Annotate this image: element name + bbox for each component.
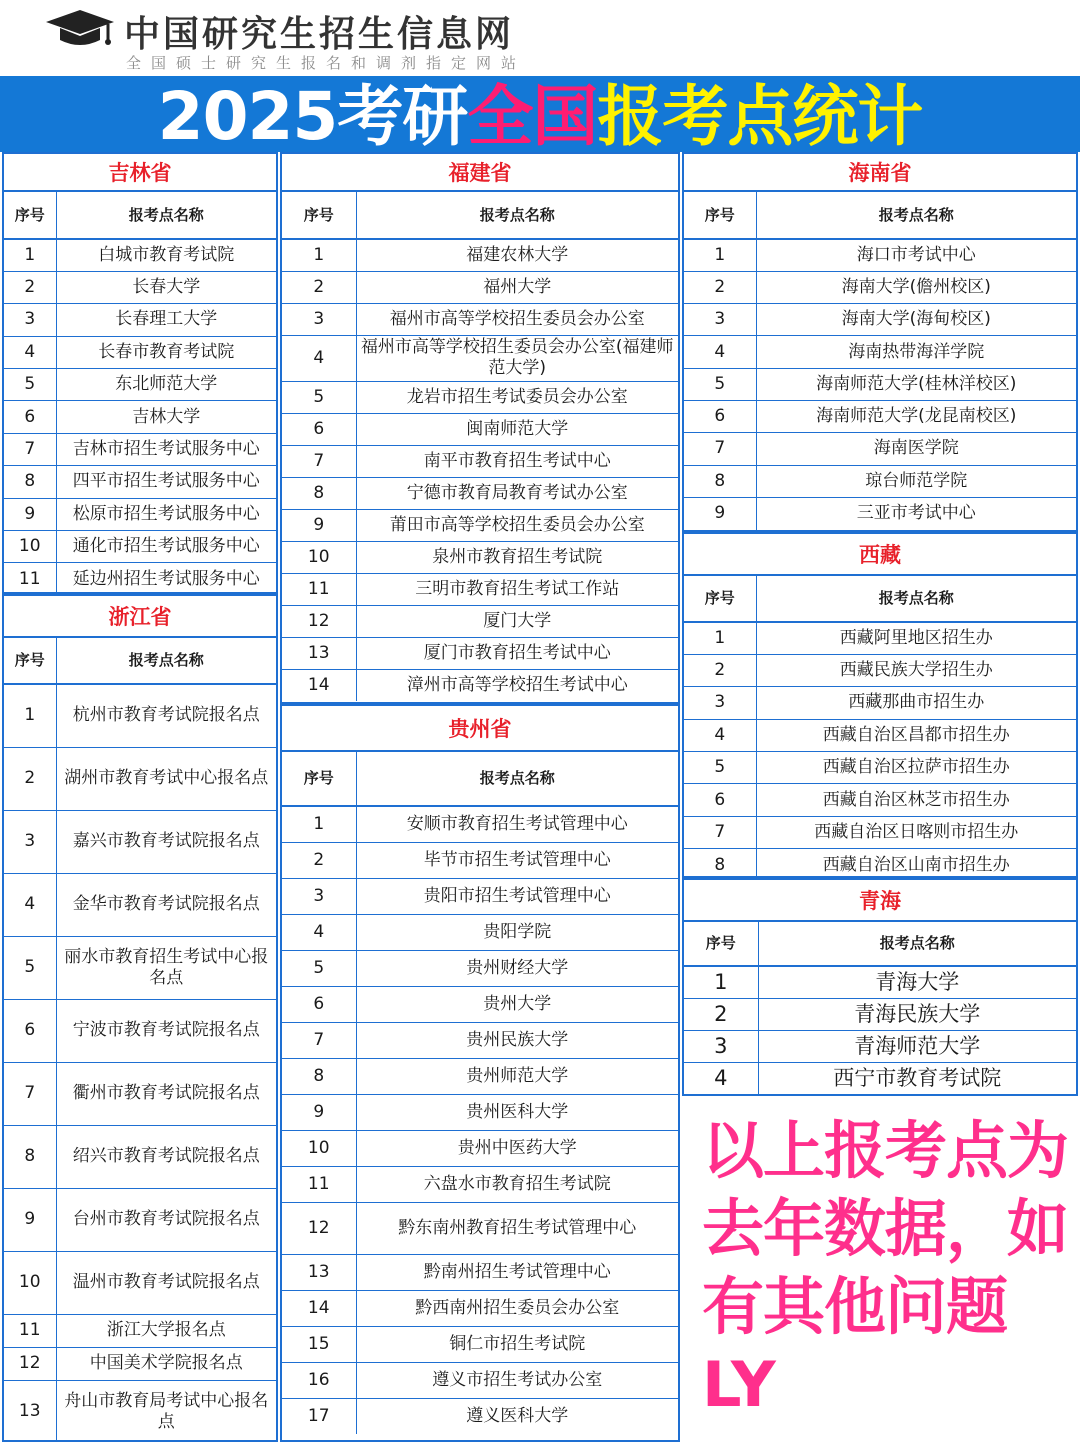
exam-site-name: 海南大学(儋州校区) <box>756 271 1076 303</box>
table-row <box>282 914 678 950</box>
table-row <box>4 466 276 498</box>
row-number: 14 <box>282 669 356 701</box>
exam-site-name: 青海师范大学 <box>758 1030 1076 1062</box>
row-number: 12 <box>4 1347 56 1380</box>
exam-site-table <box>684 922 1076 1094</box>
exam-site-table <box>4 192 276 594</box>
row-number: 7 <box>684 433 756 465</box>
table-header-row <box>282 752 678 806</box>
table-row <box>684 849 1076 878</box>
exam-site-name: 杭州市教育考试院报名点 <box>56 684 276 747</box>
table-row <box>684 239 1076 271</box>
table-row <box>684 816 1076 848</box>
row-number: 3 <box>684 687 756 719</box>
table-row <box>282 842 678 878</box>
exam-site-name: 西藏民族大学招生办 <box>756 654 1076 686</box>
row-number: 13 <box>282 1254 356 1290</box>
exam-site-name: 西藏自治区山南市招生办 <box>822 854 1010 875</box>
table-row <box>282 271 678 303</box>
column-header-name: 报考点名称 <box>56 192 276 239</box>
exam-site-name: 宁波市教育考试院报名点 <box>56 999 276 1062</box>
table-row <box>684 1062 1076 1094</box>
table-row <box>4 401 276 433</box>
exam-site-name: 长春理工大学 <box>56 304 276 336</box>
exam-site-name: 丽水市教育招生考试中心报名点 <box>56 936 276 999</box>
province-title: 贵州省 <box>282 706 678 752</box>
row-number: 2 <box>282 271 356 303</box>
column-header-seq: 序号 <box>684 192 756 239</box>
row-number: 15 <box>282 1326 356 1362</box>
exam-site-name: 吉林大学 <box>56 401 276 433</box>
table-row <box>282 1058 678 1094</box>
exam-site-name: 贵阳学院 <box>356 914 678 950</box>
exam-site-name: 西藏自治区林芝市招生办 <box>756 784 1076 816</box>
exam-site-name: 南平市教育招生考试中心 <box>356 445 678 477</box>
exam-site-name: 中国美术学院报名点 <box>56 1347 276 1380</box>
row-number: 14 <box>282 1290 356 1326</box>
exam-site-table <box>282 752 678 1434</box>
table-row <box>282 1130 678 1166</box>
table-row <box>684 998 1076 1030</box>
row-number: 17 <box>282 1398 356 1434</box>
row-number: 6 <box>4 999 56 1062</box>
province-panel-guizhou <box>280 704 680 1442</box>
exam-site-name: 贵州财经大学 <box>356 950 678 986</box>
table-header-row <box>684 922 1076 966</box>
exam-site-name: 衢州市教育考试院报名点 <box>56 1062 276 1125</box>
row-number: 2 <box>684 654 756 686</box>
province-title: 福建省 <box>282 154 678 192</box>
column-header-name: 报考点名称 <box>756 576 1076 622</box>
exam-site-name: 三明市教育招生考试工作站 <box>356 573 678 605</box>
exam-site-name: 宁德市教育局教育考试办公室 <box>356 477 678 509</box>
row-number: 13 <box>282 637 356 669</box>
exam-site-name: 厦门大学 <box>356 605 678 637</box>
table-row <box>4 1347 276 1380</box>
table-row <box>282 1254 678 1290</box>
province-panel-jilin <box>2 152 278 594</box>
row-number: 7 <box>282 1022 356 1058</box>
site-name: 中国研究生招生信息网 <box>124 14 515 55</box>
row-number: 5 <box>282 381 356 413</box>
exam-site-name: 长春大学 <box>56 271 276 303</box>
row-number: 7 <box>684 816 756 848</box>
exam-site-name: 海南师范大学(桂林洋校区) <box>756 368 1076 400</box>
exam-site-name: 松原市招生考试服务中心 <box>56 498 276 530</box>
row-number: 1 <box>4 684 56 747</box>
table-row <box>282 573 678 605</box>
province-title: 浙江省 <box>4 596 276 638</box>
row-number: 1 <box>684 622 756 654</box>
row-number: 8 <box>282 477 356 509</box>
site-header <box>0 0 1080 76</box>
table-row <box>4 271 276 303</box>
row-number: 2 <box>282 842 356 878</box>
exam-site-name: 西藏那曲市招生办 <box>756 687 1076 719</box>
table-row <box>684 719 1076 751</box>
row-number: 4 <box>684 336 756 368</box>
table-row <box>4 498 276 530</box>
exam-site-name: 福州大学 <box>356 271 678 303</box>
table-row <box>4 304 276 336</box>
row-number: 3 <box>282 303 356 335</box>
row-number: 5 <box>4 936 56 999</box>
exam-site-name: 莆田市高等学校招生委员会办公室 <box>356 509 678 541</box>
row-number: 5 <box>684 368 756 400</box>
exam-site-name: 绍兴市教育考试院报名点 <box>56 1125 276 1188</box>
exam-site-name: 海南大学(海甸校区) <box>756 304 1076 336</box>
row-number: 2 <box>684 271 756 303</box>
row-number: 4 <box>282 914 356 950</box>
table-row <box>282 1326 678 1362</box>
table-row <box>282 806 678 842</box>
exam-site-name: 贵州中医药大学 <box>356 1130 678 1166</box>
row-number: 7 <box>4 433 56 465</box>
table-row <box>684 784 1076 816</box>
row-number: 11 <box>282 573 356 605</box>
table-row <box>684 654 1076 686</box>
row-number: 5 <box>4 369 56 401</box>
table-row <box>282 669 678 701</box>
site-subtitle: 全国硕士研究生报名和调剂指定网站 <box>126 54 527 72</box>
table-row <box>282 1362 678 1398</box>
row-number: 7 <box>4 1062 56 1125</box>
exam-site-name: 东北师范大学 <box>56 369 276 401</box>
exam-site-name: 闽南师范大学 <box>356 413 678 445</box>
table-row <box>4 936 276 999</box>
column-header-seq: 序号 <box>684 922 758 966</box>
column-header-name: 报考点名称 <box>756 192 1076 239</box>
row-number: 3 <box>684 304 756 336</box>
table-row <box>684 271 1076 303</box>
row-number: 12 <box>282 605 356 637</box>
exam-site-name: 金华市教育考试院报名点 <box>56 873 276 936</box>
province-panel-zhejiang <box>2 594 278 1442</box>
row-number: 11 <box>4 563 56 594</box>
row-number: 16 <box>282 1362 356 1398</box>
table-row <box>282 1166 678 1202</box>
row-number: 10 <box>282 1130 356 1166</box>
table-row <box>282 1398 678 1434</box>
exam-site-name: 西宁市教育考试院 <box>833 1065 1002 1090</box>
table-row <box>4 1062 276 1125</box>
table-row <box>282 950 678 986</box>
exam-site-name: 福州市高等学校招生委员会办公室(福建师范大学) <box>356 335 678 381</box>
row-number: 3 <box>684 1030 758 1062</box>
table-row <box>684 400 1076 432</box>
table-row <box>4 369 276 401</box>
exam-site-name: 延边州招生考试服务中心 <box>72 568 260 589</box>
exam-site-name: 贵阳市招生考试管理中心 <box>356 878 678 914</box>
exam-site-name: 海口市考试中心 <box>756 239 1076 271</box>
row-number: 6 <box>282 986 356 1022</box>
table-header-row <box>282 192 678 239</box>
column-header-seq: 序号 <box>282 192 356 239</box>
row-number: 9 <box>4 1188 56 1251</box>
row-number: 10 <box>4 531 56 563</box>
table-row <box>282 445 678 477</box>
exam-site-name: 青海大学 <box>758 966 1076 998</box>
page-title-banner <box>0 76 1080 152</box>
table-row <box>684 433 1076 465</box>
row-number: 4 <box>4 336 56 368</box>
exam-site-name: 西藏自治区日喀则市招生办 <box>756 816 1076 848</box>
exam-site-name: 三亚市考试中心 <box>856 503 976 524</box>
row-number: 5 <box>684 752 756 784</box>
row-number: 11 <box>282 1166 356 1202</box>
row-number: 1 <box>684 966 758 998</box>
graduation-cap-icon <box>44 8 116 48</box>
exam-site-table <box>282 192 678 701</box>
column-header-seq: 序号 <box>4 638 56 684</box>
exam-site-name: 吉林市招生考试服务中心 <box>56 433 276 465</box>
province-panel-xizang <box>682 532 1078 878</box>
table-row <box>4 563 276 594</box>
table-row <box>282 1022 678 1058</box>
province-title: 吉林省 <box>4 154 276 192</box>
table-row <box>282 986 678 1022</box>
table-row <box>4 1314 276 1347</box>
table-row <box>282 605 678 637</box>
table-row <box>684 687 1076 719</box>
row-number: 10 <box>282 541 356 573</box>
table-row <box>4 239 276 271</box>
row-number: 3 <box>282 878 356 914</box>
exam-site-name: 浙江大学报名点 <box>56 1314 276 1347</box>
table-row <box>282 541 678 573</box>
banner-part-year: 2025考研 <box>157 78 468 152</box>
row-number: 8 <box>684 849 756 878</box>
table-row <box>4 999 276 1062</box>
exam-site-name: 白城市教育考试院 <box>56 239 276 271</box>
column-header-seq: 序号 <box>4 192 56 239</box>
exam-site-name: 黔东南州教育招生考试管理中心 <box>356 1202 678 1254</box>
exam-site-name: 西藏自治区拉萨市招生办 <box>756 752 1076 784</box>
column-header-name: 报考点名称 <box>356 752 678 806</box>
table-row <box>4 531 276 563</box>
exam-site-table <box>684 192 1076 530</box>
row-number: 2 <box>4 271 56 303</box>
row-number: 6 <box>684 400 756 432</box>
exam-site-name: 贵州医科大学 <box>356 1094 678 1130</box>
exam-site-name: 四平市招生考试服务中心 <box>56 466 276 498</box>
exam-site-name: 海南师范大学(龙昆南校区) <box>756 400 1076 432</box>
exam-site-name: 舟山市教育局考试中心报名点 <box>64 1390 269 1432</box>
province-panel-qinghai <box>682 878 1078 1096</box>
table-row <box>4 1251 276 1314</box>
table-row <box>4 1125 276 1188</box>
exam-site-name: 六盘水市教育招生考试院 <box>356 1166 678 1202</box>
row-number: 6 <box>4 401 56 433</box>
row-number: 3 <box>4 304 56 336</box>
exam-site-name: 西藏阿里地区招生办 <box>756 622 1076 654</box>
row-number: 1 <box>4 239 56 271</box>
exam-site-name: 琼台师范学院 <box>756 465 1076 497</box>
exam-site-name: 通化市招生考试服务中心 <box>56 531 276 563</box>
exam-site-name: 龙岩市招生考试委员会办公室 <box>356 381 678 413</box>
table-header-row <box>684 576 1076 622</box>
table-header-row <box>4 192 276 239</box>
banner-part-national: 全国 <box>467 78 598 152</box>
province-title: 青海 <box>684 880 1076 922</box>
exam-site-name: 铜仁市招生考试院 <box>356 1326 678 1362</box>
table-row <box>4 684 276 747</box>
table-row <box>684 336 1076 368</box>
column-header-name: 报考点名称 <box>356 192 678 239</box>
table-row <box>282 381 678 413</box>
table-row <box>282 1290 678 1326</box>
exam-site-table <box>4 638 276 1442</box>
row-number: 9 <box>4 498 56 530</box>
row-number: 3 <box>4 810 56 873</box>
row-number: 8 <box>282 1058 356 1094</box>
exam-site-name: 福州市高等学校招生委员会办公室 <box>356 303 678 335</box>
exam-site-name: 黔西南州招生委员会办公室 <box>356 1290 678 1326</box>
row-number: 1 <box>684 239 756 271</box>
exam-site-name: 遵义医科大学 <box>466 1405 569 1426</box>
table-row <box>282 878 678 914</box>
table-row <box>282 239 678 271</box>
exam-site-name: 长春市教育考试院 <box>56 336 276 368</box>
exam-site-name: 安顺市教育招生考试管理中心 <box>356 806 678 842</box>
exam-site-name: 遵义市招生考试办公室 <box>356 1362 678 1398</box>
row-number: 9 <box>684 497 756 529</box>
province-title: 海南省 <box>684 154 1076 192</box>
row-number: 8 <box>684 465 756 497</box>
exam-site-name: 台州市教育考试院报名点 <box>56 1188 276 1251</box>
row-number: 2 <box>4 747 56 810</box>
table-row <box>684 622 1076 654</box>
table-row <box>4 433 276 465</box>
table-row <box>684 1030 1076 1062</box>
table-row <box>684 368 1076 400</box>
row-number: 9 <box>282 509 356 541</box>
exam-site-name: 黔南州招生考试管理中心 <box>356 1254 678 1290</box>
exam-site-name: 海南热带海洋学院 <box>756 336 1076 368</box>
column-header-seq: 序号 <box>282 752 356 806</box>
column-header-name: 报考点名称 <box>56 638 276 684</box>
row-number: 4 <box>282 335 356 381</box>
row-number: 8 <box>4 466 56 498</box>
row-number: 9 <box>282 1094 356 1130</box>
table-row <box>282 1094 678 1130</box>
exam-site-name: 厦门市教育招生考试中心 <box>356 637 678 669</box>
row-number: 6 <box>282 413 356 445</box>
table-row <box>4 747 276 810</box>
exam-site-table <box>684 576 1076 878</box>
province-panel-hainan <box>682 152 1078 532</box>
table-row <box>282 509 678 541</box>
column-header-seq: 序号 <box>684 576 756 622</box>
row-number: 4 <box>684 1062 758 1094</box>
exam-site-name: 湖州市教育考试中心报名点 <box>56 747 276 810</box>
table-row <box>684 966 1076 998</box>
province-panel-fujian <box>280 152 680 704</box>
table-row <box>4 336 276 368</box>
row-number: 1 <box>282 806 356 842</box>
table-row <box>684 465 1076 497</box>
exam-site-name: 西藏自治区昌都市招生办 <box>756 719 1076 751</box>
table-row <box>282 477 678 509</box>
banner-part-stats: 报考点统计 <box>597 78 923 152</box>
exam-site-name: 贵州师范大学 <box>356 1058 678 1094</box>
table-header-row <box>684 192 1076 239</box>
table-header-row <box>4 638 276 684</box>
row-number: 6 <box>684 784 756 816</box>
row-number: 13 <box>4 1380 56 1442</box>
row-number: 11 <box>4 1314 56 1347</box>
exam-site-name: 贵州民族大学 <box>356 1022 678 1058</box>
row-number: 4 <box>684 719 756 751</box>
exam-site-name: 漳州市高等学校招生考试中心 <box>406 674 628 695</box>
exam-site-name: 嘉兴市教育考试院报名点 <box>56 810 276 873</box>
table-row <box>282 413 678 445</box>
row-number: 5 <box>282 950 356 986</box>
table-row <box>282 1202 678 1254</box>
table-row <box>282 637 678 669</box>
row-number: 2 <box>684 998 758 1030</box>
table-row <box>684 304 1076 336</box>
table-row <box>282 303 678 335</box>
exam-site-name: 海南医学院 <box>756 433 1076 465</box>
exam-site-name: 泉州市教育招生考试院 <box>356 541 678 573</box>
row-number: 10 <box>4 1251 56 1314</box>
note-text: 以上报考点为去年数据，如有其他问题LY <box>702 1114 1069 1421</box>
row-number: 1 <box>282 239 356 271</box>
row-number: 12 <box>282 1202 356 1254</box>
row-number: 7 <box>282 445 356 477</box>
row-number: 4 <box>4 873 56 936</box>
column-header-name: 报考点名称 <box>758 922 1076 966</box>
exam-site-name: 福建农林大学 <box>356 239 678 271</box>
row-number: 8 <box>4 1125 56 1188</box>
table-row <box>4 873 276 936</box>
table-row <box>684 752 1076 784</box>
province-title: 西藏 <box>684 534 1076 576</box>
table-row <box>282 335 678 381</box>
exam-site-name: 青海民族大学 <box>758 998 1076 1030</box>
table-row <box>4 1188 276 1251</box>
table-row <box>4 810 276 873</box>
table-row <box>4 1380 276 1442</box>
exam-site-name: 温州市教育考试院报名点 <box>56 1251 276 1314</box>
exam-site-name: 毕节市招生考试管理中心 <box>356 842 678 878</box>
table-row <box>684 497 1076 529</box>
exam-site-name: 贵州大学 <box>356 986 678 1022</box>
